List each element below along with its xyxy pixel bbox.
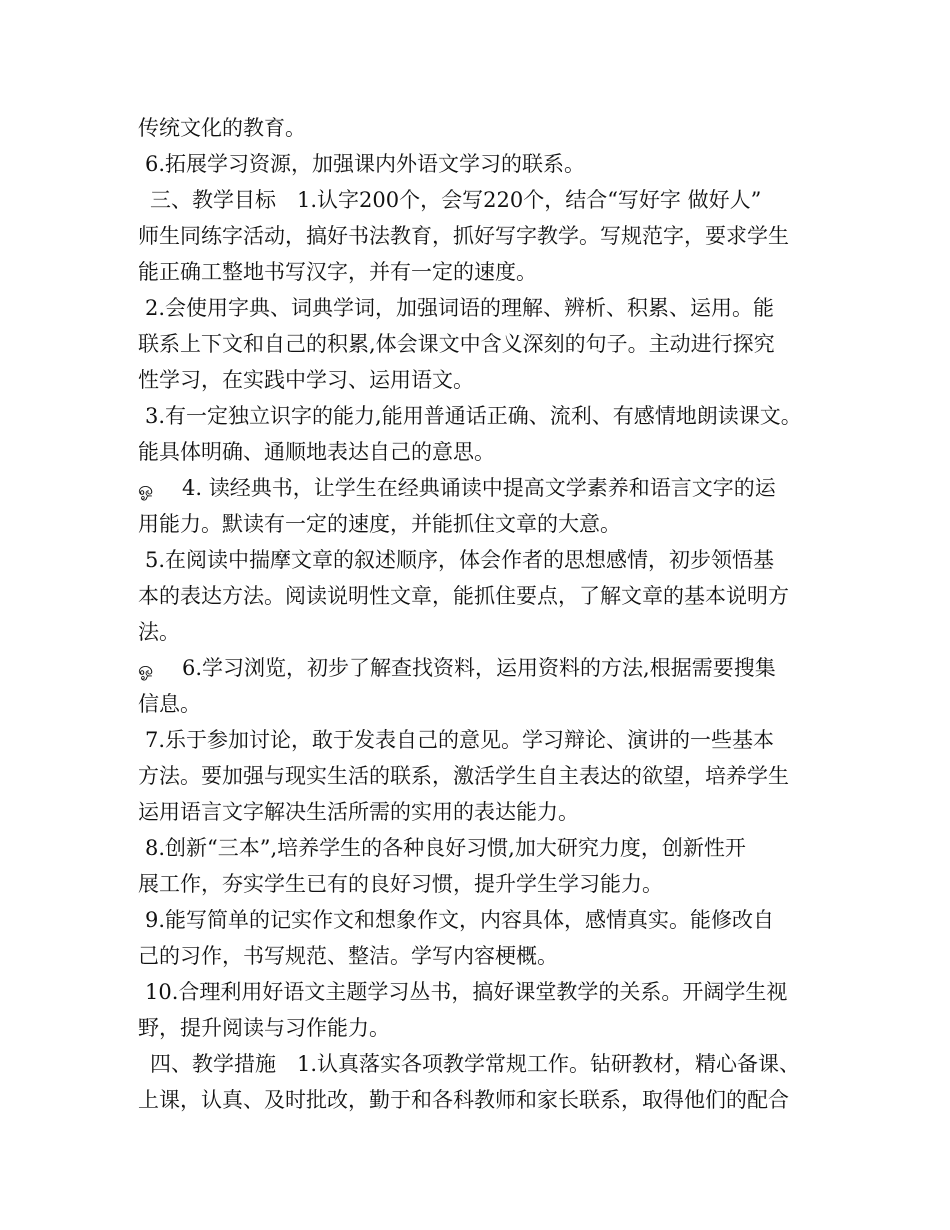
text-line [138, 1082, 828, 1118]
line-text: 运用语言文字解决生活所需的实用的表达能力。 [138, 800, 579, 824]
text-line [138, 182, 828, 218]
text-line [138, 650, 828, 686]
line-text: 能具体明确、通顺地表达自己的意思。 [138, 440, 495, 464]
text-line [138, 146, 828, 182]
text-line [138, 938, 828, 974]
text-line [138, 974, 828, 1010]
text-line [138, 362, 828, 398]
text-line [138, 254, 828, 290]
line-text: 上课，认真、及时批改，勤于和各科教师和家长联系，取得他们的配合 [138, 1088, 789, 1112]
line-text: 性学习，在实践中学习、运用语文。 [138, 368, 474, 392]
line-text: 5.在阅读中揣摩文章的叙述顺序，体会作者的思想感情，初步领悟基 [145, 548, 775, 572]
document-body [138, 110, 828, 1118]
line-text: 展工作，夯实学生已有的良好习惯，提升学生学习能力。 [138, 872, 663, 896]
line-text: 野，提升阅读与习作能力。 [138, 1016, 390, 1040]
line-text: 法。 [138, 620, 180, 644]
text-line [138, 578, 828, 614]
text-line [138, 218, 828, 254]
line-text: 联系上下文和自己的积累,体会课文中含义深刻的句子。主动进行探究 [138, 332, 775, 356]
text-line [138, 1046, 828, 1082]
text-line [138, 794, 828, 830]
line-text: 6.学习浏览，初步了解查找资料，运用资料的方法,根据需要搜集 [182, 656, 776, 680]
text-line [138, 326, 828, 362]
line-text: 传统文化的教育。 [138, 116, 306, 140]
text-line [138, 902, 828, 938]
text-line [138, 722, 828, 758]
line-text: 9.能写简单的记实作文和想象作文，内容具体，感情真实。能修改自 [145, 908, 775, 932]
line-text: 四、教学措施 1.认真落实各项教学常规工作。钻研教材，精心备课、 [150, 1052, 801, 1076]
text-line [138, 470, 828, 506]
text-line [138, 110, 828, 146]
line-text: 7.乐于参加讨论，敢于发表自己的意见。学习辩论、演讲的一些基本 [145, 728, 775, 752]
text-line [138, 1010, 828, 1046]
text-line [138, 290, 828, 326]
text-line [138, 434, 828, 470]
text-line [138, 830, 828, 866]
text-line [138, 866, 828, 902]
line-text: 能正确工整地书写汉字，并有一定的速度。 [138, 260, 537, 284]
line-text: 10.合理利用好语文主题学习丛书，搞好课堂教学的关系。开阔学生视 [145, 980, 788, 1004]
text-line [138, 398, 828, 434]
line-text: 2.会使用字典、词典学词，加强词语的理解、辨析、积累、运用。能 [145, 296, 775, 320]
line-text: 4. 读经典书，让学生在经典诵读中提高文学素养和语言文字的运 [182, 476, 776, 500]
line-text: 三、教学目标 1.认字200个，会写220个，结合“写好字 做好人” [150, 188, 762, 212]
line-text: 8.创新“三本”,培养学生的各种良好习惯,加大研究力度，创新性开 [145, 836, 746, 860]
text-line [138, 506, 828, 542]
line-text: 用能力。默读有一定的速度，并能抓住文章的大意。 [138, 512, 621, 536]
line-text: 信息。 [138, 692, 201, 716]
line-text: 6.拓展学习资源，加强课内外语文学习的联系。 [145, 152, 586, 176]
line-text: 3.有一定独立识字的能力,能用普通话正确、流利、有感情地朗读课文。 [145, 404, 802, 428]
line-text: 本的表达方法。阅读说明性文章，能抓住要点，了解文章的基本说明方 [138, 584, 789, 608]
ornament-icon: ஓ [138, 659, 154, 680]
ornament-icon: ஓ [138, 479, 154, 500]
text-line [138, 542, 828, 578]
text-line [138, 758, 828, 794]
text-line [138, 614, 828, 650]
line-text: 方法。要加强与现实生活的联系，激活学生自主表达的欲望，培养学生 [138, 764, 789, 788]
line-text: 师生同练字活动，搞好书法教育，抓好写字教学。写规范字，要求学生 [138, 224, 789, 248]
line-text: 己的习作，书写规范、整洁。学写内容梗概。 [138, 944, 558, 968]
text-line [138, 686, 828, 722]
